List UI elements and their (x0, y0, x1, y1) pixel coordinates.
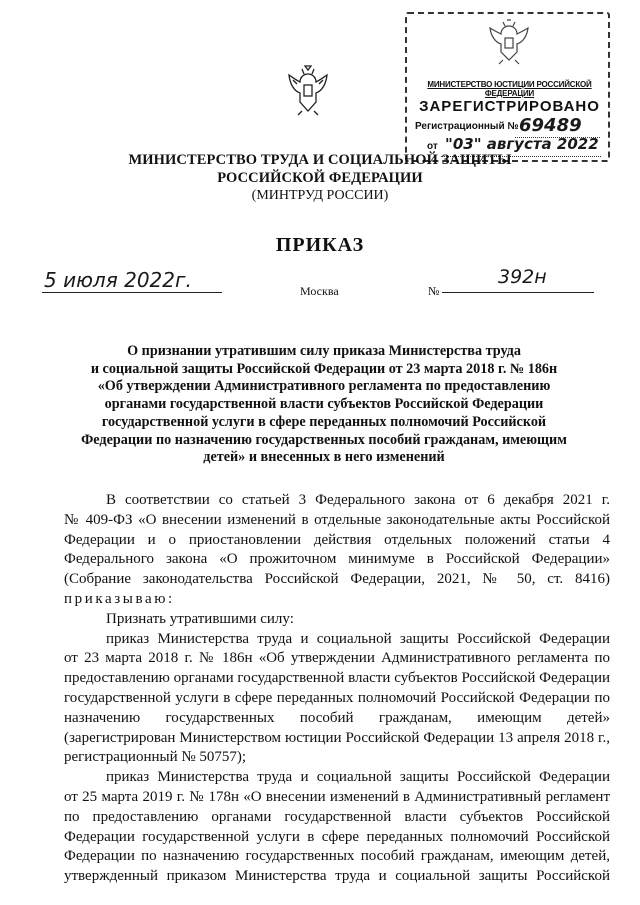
body-line: (зарегистрирован Министерством юстиции Российской Федерации 13 апреля 2018 г., (64, 729, 610, 746)
subject-line: органами государственной власти субъектов Российской Федерации (104, 396, 544, 413)
stamp-date-prefix: от (427, 141, 438, 152)
body-line: назначению государственных пособий гражданам, имеющим детей» (64, 709, 610, 726)
stamp-registration-label: Регистрационный № (415, 121, 519, 132)
body-line: В соответствии со статьей 3 Федерального закона от 6 декабря 2021 г. (106, 492, 610, 508)
order-title: ПРИКАЗ (275, 234, 365, 256)
subject-line: О признании утратившим силу приказа Министерства труда (127, 343, 521, 359)
body-line: предоставлению органами государственной власти субъектов Российской Федерации (64, 670, 610, 687)
body-line: по предоставлению органами государственной власти субъектов Российской (64, 808, 610, 825)
body-line: приказ Министерства труда и социальной защиты Российской Федерации (106, 769, 610, 786)
stamp-date-value: "03" августа 2022 (445, 135, 599, 153)
order-number-underline (442, 292, 594, 293)
stamp-ministry-name: МИНИСТЕРСТВО ЮСТИЦИИ РОССИЙСКОЙ ФЕДЕРАЦИИ (427, 80, 592, 98)
subject-line: государственной услуги в сфере переданных полномочий Российской (101, 413, 547, 430)
body-line: (Собрание законодательства Российской Федерации, 2021, № 50, ст. 8416) (64, 571, 610, 588)
body-line: Федерации государственной услуги в сфере переданных полномочий Российской (64, 828, 610, 845)
order-number-sign: № (428, 284, 440, 298)
order-subject (60, 343, 588, 467)
body-line: приказываю: (64, 590, 175, 607)
body-line: утвержденный приказом Министерства труда и социальной защиты Российской (64, 868, 610, 885)
order-city: Москва (300, 284, 339, 298)
stamp-status: ЗАРЕГИСТРИРОВАНО (419, 98, 600, 115)
body-line: от 25 марта 2019 г. № 178н «О внесении изменений в Административный регламент (64, 788, 610, 805)
subject-line: и социальной защиты Российской Федерации от 23 марта 2018 г. № 186н (90, 360, 558, 377)
order-body (64, 491, 610, 887)
stamp-eagle-icon (487, 18, 531, 66)
body-line: регистрационный № 50757); (64, 749, 247, 766)
body-line: № 409-ФЗ «О внесении изменений в отдельные законодательные акты Российской (64, 511, 610, 528)
body-line: Федерации и о приостановлении действия отдельных положений статьи 4 (64, 531, 610, 548)
order-date-handwritten: 5 июля 2022г. (44, 268, 192, 292)
order-date-underline (42, 292, 222, 293)
coat-of-arms-icon (288, 64, 328, 116)
body-line: государственной услуги в сфере переданных полномочий Российской Федерации по (64, 689, 610, 706)
subject-line: Федерации по назначению государственных пособий гражданам, имеющим (81, 431, 567, 448)
subject-line: «Об утверждении Административного регламента по предоставлению (97, 378, 551, 395)
body-line: от 23 марта 2018 г. № 186н «Об утверждении Административного регламента по (64, 650, 610, 667)
ministry-name-line1: МИНИСТЕРСТВО ТРУДА И СОЦИАЛЬНОЙ ЗАЩИТЫ (128, 152, 512, 168)
ministry-name-line2: РОССИЙСКОЙ ФЕДЕРАЦИИ (217, 170, 423, 186)
body-line: Признать утратившими силу: (106, 610, 294, 627)
subject-line: детей» и внесенных в него изменений (203, 449, 445, 466)
body-line: приказ Министерства труда и социальной защиты Российской Федерации (106, 630, 610, 647)
body-line: Федерации по назначению государственных пособий гражданам, имеющим детей, (64, 848, 610, 865)
registration-stamp (405, 12, 610, 162)
stamp-registration-number: 69489 (519, 115, 582, 136)
order-number-handwritten: 392н (498, 266, 547, 288)
body-line: Федерального закона «О прожиточном минимуме в Российской Федерации» (64, 551, 610, 568)
ministry-short-name: (МИНТРУД РОССИИ) (251, 188, 389, 203)
